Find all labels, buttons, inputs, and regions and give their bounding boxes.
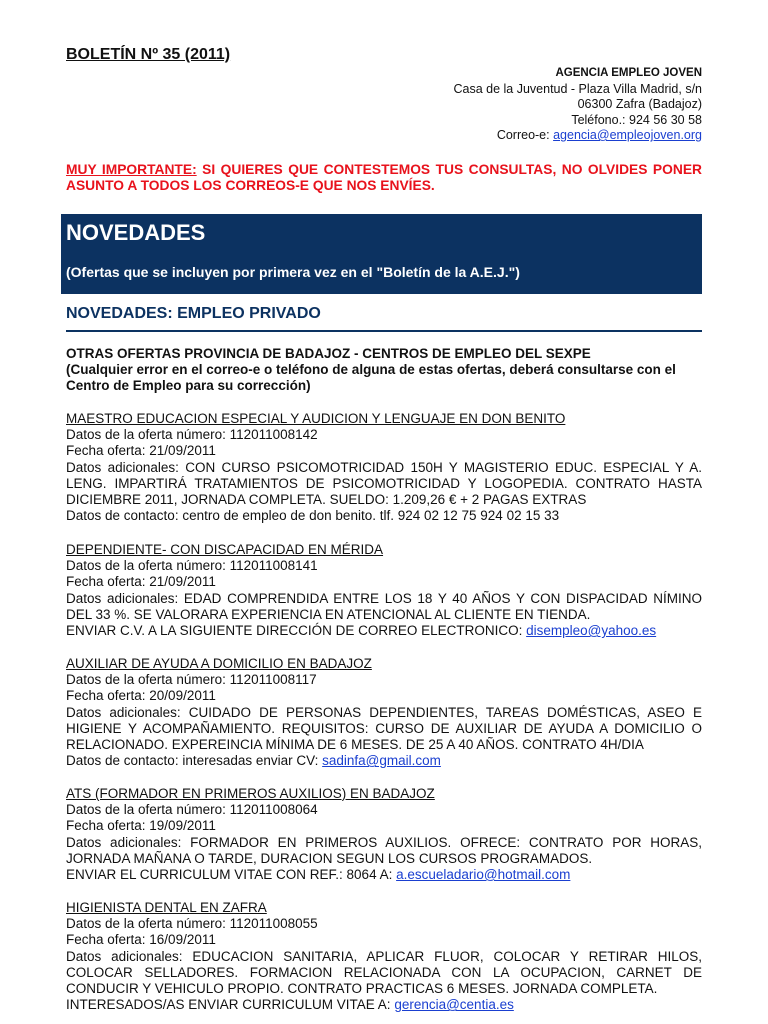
- offer-email-link[interactable]: sadinfa@gmail.com: [322, 753, 441, 769]
- offer-contact-text: Datos de contacto: interesadas enviar CV:: [66, 753, 323, 769]
- offer-email-link[interactable]: disempleo@yahoo.es: [526, 623, 657, 639]
- offer-email-link[interactable]: a.escueladario@hotmail.com: [396, 867, 571, 883]
- offer-item: [66, 656, 702, 769]
- offer-date: Fecha oferta: 21/09/2011: [66, 574, 216, 590]
- offer-details: Datos adicionales: EDAD COMPRENDIDA ENTRE LOS 18 Y 40 AÑOS Y CON DISPACIDAD NÍMINO DEL 33 %. SE VALORARA EXPERIENCIA EN ATENCIONAL AL CLIENTE EN TIENDA.: [66, 590, 702, 622]
- offer-title[interactable]: AUXILIAR DE AYUDA A DOMICILIO EN BADAJOZ: [66, 656, 372, 671]
- banner-heading: NOVEDADES: [66, 220, 206, 245]
- agency-contact-block: [302, 66, 702, 144]
- intro-heading: OTRAS OFERTAS PROVINCIA DE BADAJOZ - CENTROS DE EMPLEO DEL SEXPE: [66, 346, 591, 361]
- offer-email-link[interactable]: gerencia@centia.es: [394, 997, 514, 1013]
- offer-details: Datos adicionales: FORMADOR EN PRIMEROS AUXILIOS. OFRECE: CONTRATO POR HORAS, JORNADA MAÑANA O TARDE, DURACION SEGUN LOS CURSOS PROGRAMADOS.: [66, 834, 702, 866]
- offer-title[interactable]: HIGIENISTA DENTAL EN ZAFRA: [66, 900, 267, 915]
- agency-address-city: 06300 Zafra (Badajoz): [577, 97, 702, 111]
- intro-note: (Cualquier error en el correo-e o teléfono de alguna de estas ofertas, deberá consultarse con el Centro de Empleo para su corrección): [66, 362, 676, 393]
- offer-number: Datos de la oferta número: 112011008117: [66, 672, 317, 688]
- agency-email-row: [302, 128, 702, 144]
- offer-number: Datos de la oferta número: 112011008142: [66, 427, 318, 443]
- offer-item: [66, 900, 702, 1013]
- agency-address-line: Casa de la Juventud - Plaza Villa Madrid, s/n: [453, 81, 702, 96]
- offers-intro: [66, 346, 702, 394]
- offer-contact: [66, 623, 702, 639]
- offer-title[interactable]: ATS (FORMADOR EN PRIMEROS AUXILIOS) EN BADAJOZ: [66, 786, 435, 801]
- offer-item: [66, 786, 702, 883]
- offer-contact: [66, 508, 702, 524]
- offer-date: Fecha oferta: 21/09/2011: [66, 443, 216, 459]
- agency-email-link[interactable]: agencia@empleojoven.org: [553, 128, 702, 142]
- offer-date: Fecha oferta: 16/09/2011: [66, 932, 216, 948]
- offer-title[interactable]: MAESTRO EDUCACION ESPECIAL Y AUDICION Y LENGUAJE EN DON BENITO: [66, 411, 566, 426]
- offer-contact: [66, 753, 702, 769]
- agency-phone: Teléfono.: 924 56 30 58: [571, 112, 702, 127]
- offer-number: Datos de la oferta número: 112011008064: [66, 802, 318, 818]
- offer-contact-text: INTERESADOS/AS ENVIAR CURRICULUM VITAE A:: [66, 997, 395, 1013]
- offer-item: [66, 411, 702, 524]
- offer-title[interactable]: DEPENDIENTE- CON DISCAPACIDAD EN MÉRIDA: [66, 542, 384, 557]
- novedades-banner: [61, 214, 702, 294]
- offer-details: Datos adicionales: EDUCACION SANITARIA, APLICAR FLUOR, COLOCAR Y RETIRAR HILOS, COLOCAR SELLADORES. FORMACION RELACIONADA CON LA OCUPACION, CARNET DE CONDUCIR Y VEHICULO PROPIO. CONTRATO PRACTICAS 6 MESES. JORNADA COMPLETA.: [66, 948, 702, 997]
- important-notice: [66, 162, 702, 194]
- important-text: SI QUIERES QUE CONTESTEMOS TUS CONSULTAS, NO OLVIDES PONER ASUNTO A TODOS LOS CORREOS-E QUE NOS ENVÍES.: [66, 162, 702, 193]
- offer-contact-text: ENVIAR C.V. A LA SIGUIENTE DIRECCIÓN DE CORREO ELECTRONICO:: [66, 623, 527, 639]
- agency-email-label: Correo-e:: [496, 128, 554, 142]
- offer-contact-text: ENVIAR EL CURRICULUM VITAE CON REF.: 8064 A:: [66, 867, 397, 883]
- banner-subheading: (Ofertas que se incluyen por primera vez en el "Boletín de la A.E.J."): [66, 264, 520, 280]
- offer-contact: [66, 997, 702, 1013]
- important-label: MUY IMPORTANTE:: [66, 162, 197, 177]
- agency-name: AGENCIA EMPLEO JOVEN: [555, 67, 702, 79]
- offer-date: Fecha oferta: 19/09/2011: [66, 818, 216, 834]
- bulletin-title: BOLETÍN Nº 35 (2011): [66, 46, 231, 63]
- offer-item: [66, 542, 702, 639]
- section-title: NOVEDADES: EMPLEO PRIVADO: [66, 305, 702, 332]
- offer-date: Fecha oferta: 20/09/2011: [66, 688, 216, 704]
- offer-contact: [66, 867, 702, 883]
- offer-number: Datos de la oferta número: 112011008141: [66, 558, 318, 574]
- offer-details: Datos adicionales: CUIDADO DE PERSONAS DEPENDIENTES, TAREAS DOMÉSTICAS, ASEO E HIGIENE Y ACOMPAÑAMIENTO. REQUISITOS: CURSO DE AUXILIAR DE AYUDA A DOMICILIO O RELACIONADO. EXPEREINCIA MÍNIMA DE 6 MESES. DE 25 A 40 AÑOS. CONTRATO 4H/DIA: [66, 704, 702, 753]
- offer-details: Datos adicionales: CON CURSO PSICOMOTRICIDAD 150H Y MAGISTERIO EDUC. ESPECIAL Y A. LENG. IMPARTIRÁ TRATAMIENTOS DE PSICOMOTRICIDAD Y LOGOPEDIA. CONTRATO HASTA DICIEMBRE 2011, JORNADA COMPLETA. SUELDO: 1.209,26 € + 2 PAGAS EXTRAS: [66, 459, 702, 508]
- offer-contact-text: Datos de contacto: centro de empleo de don benito. tlf. 924 02 12 75 924 02 15 33: [66, 508, 560, 524]
- offer-number: Datos de la oferta número: 112011008055: [66, 916, 318, 932]
